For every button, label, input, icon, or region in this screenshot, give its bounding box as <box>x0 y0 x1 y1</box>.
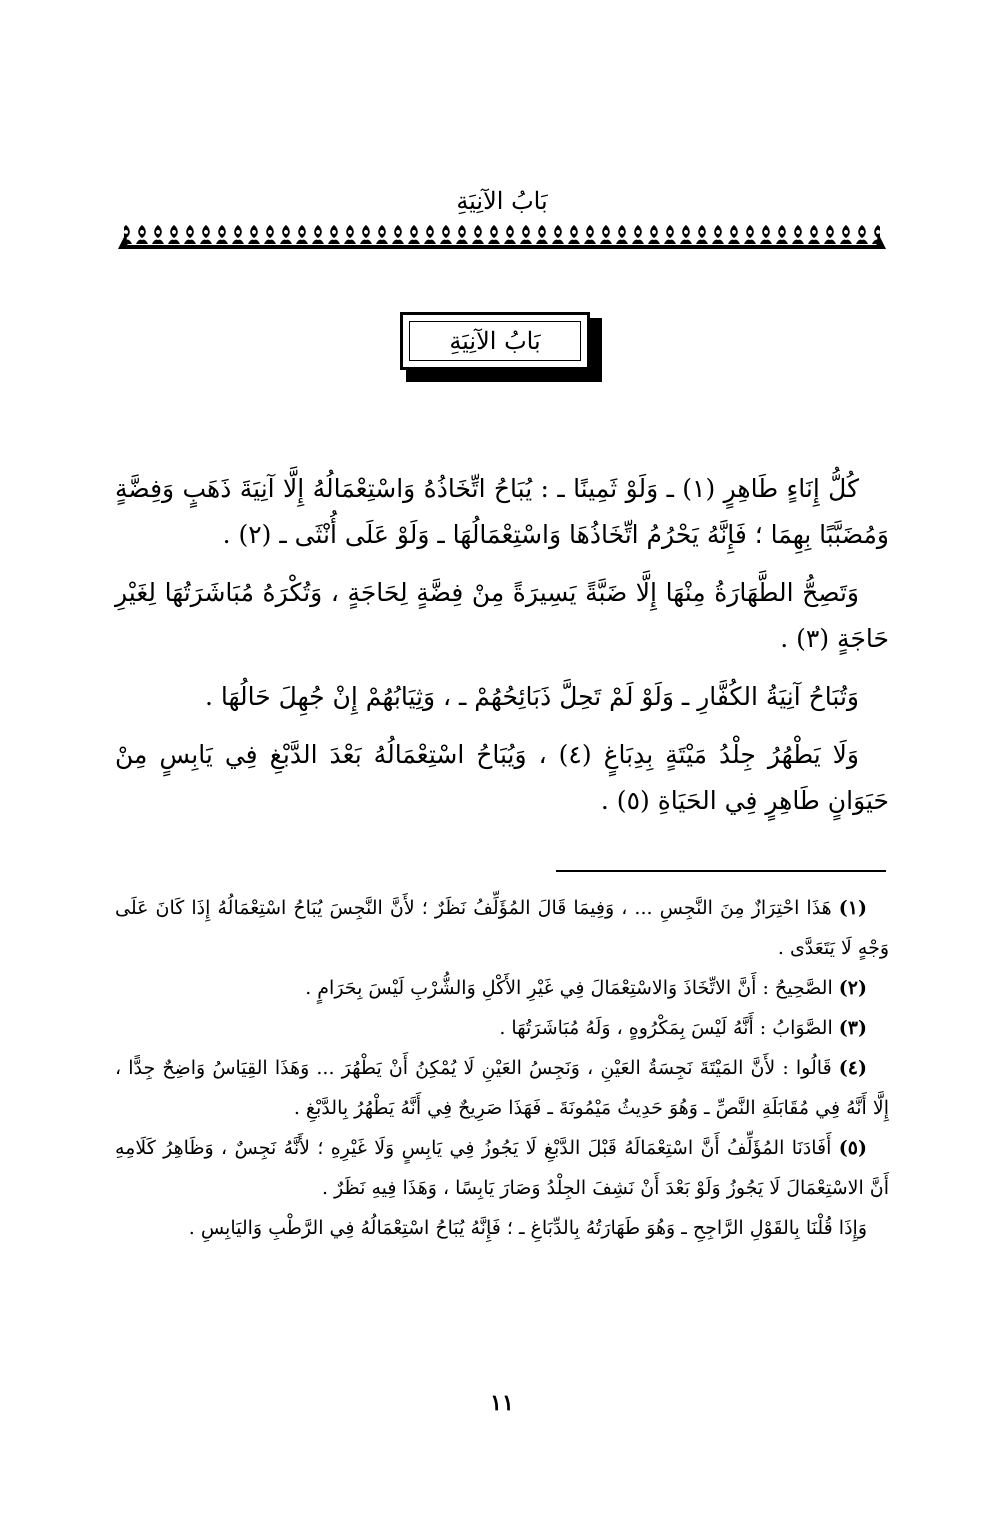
main-paragraph-3: وَتُبَاحُ آنِيَةُ الكُفَّارِ ـ وَلَوْ لَمْ تَحِلَّ ذَبَائِحُهُمْ ـ ، وَثِيَابُهُمْ إِنْ جُهِلَ حَالُهَا . <box>204 682 859 711</box>
footnote-4 <box>115 1048 889 1128</box>
footnote-number: (٣) <box>838 1017 867 1039</box>
footnote-text: الصَّحِيحُ : أَنَّ الاتِّخَاذَ وَالاسْتِعْمَالَ فِي غَيْرِ الأَكْلِ وَالشُّرْبِ لَيْسَ بِحَرَامٍ . <box>305 977 833 999</box>
footnote-3 <box>115 1008 889 1048</box>
main-paragraph-4: وَلَا يَطْهُرُ جِلْدُ مَيْتَةٍ بِدِبَاغٍ (٤) ، وَيُبَاحُ اسْتِعْمَالُهُ بَعْدَ الدَّبْغِ فِي يَابِسٍ مِنْ حَيَوَانٍ طَاهِرٍ فِي الحَيَاةِ (٥) . <box>115 740 889 815</box>
footnote-number: (١) <box>838 897 867 919</box>
chapter-title-frame <box>400 312 605 384</box>
main-paragraph-1: كُلُّ إِنَاءٍ طَاهِرٍ (١) ـ وَلَوْ ثَمِينًا ـ : يُبَاحُ اتِّخَاذُهُ وَاسْتِعْمَالُهُ إِلَّا آنِيَةَ ذَهَبٍ وَفِضَّةٍ وَمُضَبَّبًا بِهِمَا ؛ فَإِنَّهُ يَحْرُمُ اتِّخَاذُهَا وَاسْتِعْمَالُهَا ـ وَلَوْ عَلَى أُنْثَى ـ (٢) . <box>115 474 889 549</box>
title-frame-box <box>400 312 590 370</box>
main-text <box>115 466 889 836</box>
footnote-text: أَفَادَنَا المُؤَلِّفُ أَنَّ اسْتِعْمَالَهُ قَبْلَ الدَّبْغِ لَا يَجُوزُ فِي يَابِسٍ وَلَا غَيْرِهِ ؛ لأَنَّهُ نَجِسٌ ، وَظَاهِرُ كَلَامِهِ أَنَّ الاسْتِعْمَالَ لَا يَجُوزُ وَلَوْ بَعْدَ أَنْ نَشِفَ الجِلْدُ وَصَارَ يَابِسًا ، وَهَذَا فِيهِ نَظَرٌ . <box>115 1137 889 1199</box>
footnote-text: هَذَا احْتِرَازٌ مِنَ النَّجِسِ ... ، وَفِيمَا قَالَ المُؤَلِّفُ نَظَرٌ ؛ لأَنَّ النَّجِسَ يُبَاحُ اسْتِعْمَالُهُ إِذَا كَانَ عَلَى وَجْهٍ لَا يَتَعَدَّى . <box>115 897 889 959</box>
footnote-number: (٢) <box>838 977 867 999</box>
footnote-1 <box>115 888 889 968</box>
footnote-5 <box>115 1128 889 1208</box>
footnotes <box>115 888 889 1248</box>
chapter-title: بَابُ الآنِيَةِ <box>449 327 541 355</box>
footnote-text: قَالُوا : لأَنَّ المَيْتَةَ نَجِسَةُ العَيْنِ ، وَنَجِسُ العَيْنِ لَا يُمْكِنُ أَنْ يَطْهُرَ ... وَهَذَا القِيَاسُ وَاضِحٌ جِدًّا ، إِلَّا أَنَّهُ فِي مُقَابَلَةِ النَّصِّ ـ وَهُوَ حَدِيثُ مَيْمُونَةَ ـ فَهَذَا صَرِيحٌ فِي أَنَّهُ يَطْهُرُ بِالدَّبْغِ . <box>115 1057 889 1119</box>
footnote-number: (٤) <box>838 1057 867 1079</box>
footnote-2 <box>115 968 889 1008</box>
main-paragraph-2: وَتَصِحُّ الطَّهَارَةُ مِنْهَا إِلَّا ضَبَّةً يَسِيرَةً مِنْ فِضَّةٍ لِحَاجَةٍ ، وَتُكْرَهُ مُبَاشَرَتُهَا لِغَيْرِ حَاجَةٍ (٣) . <box>115 578 889 653</box>
running-head: بَابُ الآنِيَةِ <box>456 187 548 215</box>
footnote-separator <box>556 870 886 872</box>
footnote-text: الصَّوَابُ : أَنَّهُ لَيْسَ بِمَكْرُوهٍ ، وَلَهُ مُبَاشَرَتُهَا . <box>499 1017 833 1039</box>
ornament-svg <box>118 223 886 251</box>
footnote-5-continued: وَإِذَا قُلْنَا بِالقَوْلِ الرَّاجِحِ ـ وَهُوَ طَهَارَتُهُ بِالدِّبَاغِ ـ ؛ فَإِنَّهُ يُبَاحُ اسْتِعْمَالُهُ فِي الرَّطْبِ وَاليَابِسِ . <box>188 1217 867 1239</box>
footnote-number: (٥) <box>838 1137 867 1159</box>
page-number: ١١ <box>490 1390 514 1416</box>
ornamental-border <box>118 223 886 251</box>
